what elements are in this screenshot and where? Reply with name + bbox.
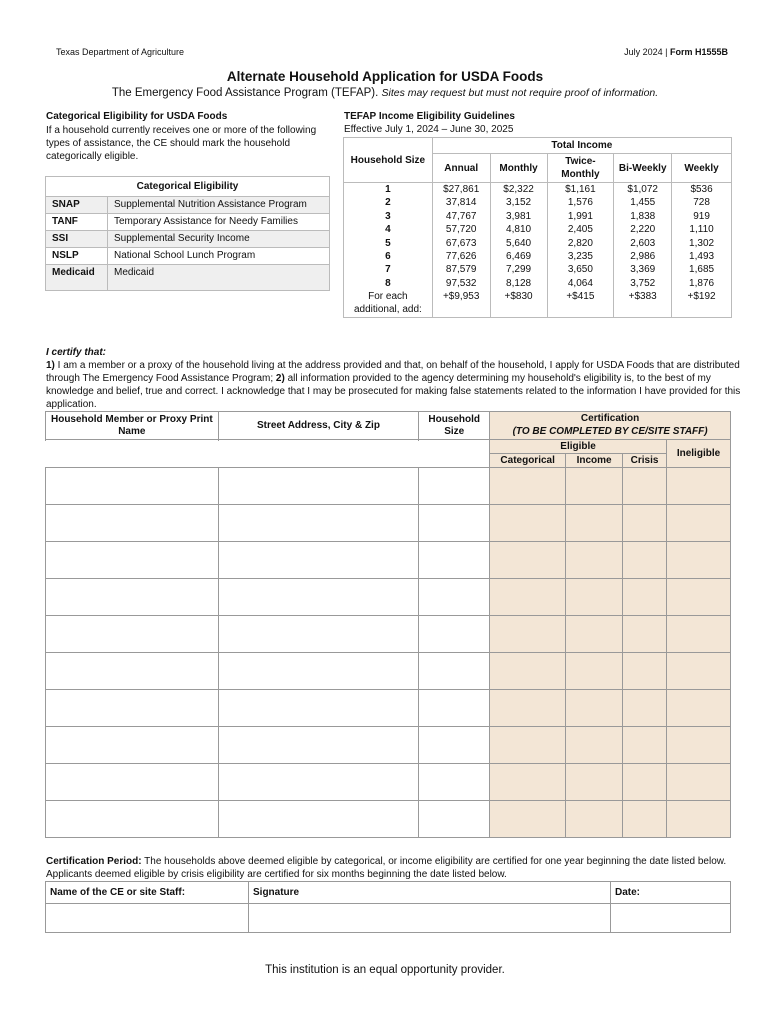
table-row — [46, 468, 731, 505]
col-member-name: Household Member or Proxy Print Name — [46, 412, 219, 440]
address-field[interactable] — [218, 727, 419, 764]
categorical-heading: Categorical Eligibility for USDA Foods — [46, 111, 228, 122]
form-number: Form H1555B — [669, 47, 728, 57]
crisis-field[interactable] — [623, 579, 667, 616]
income-field[interactable] — [566, 505, 623, 542]
member-name-field[interactable] — [46, 653, 219, 690]
annual-values: $27,861 37,814 47,767 57,720 67,673 77,626 87,579 97,532 +$9,953 — [432, 183, 490, 318]
member-name-field[interactable] — [46, 468, 219, 505]
monthly-values: $2,322 3,152 3,981 4,810 5,640 6,469 7,299 8,128 +$830 — [490, 183, 547, 318]
crisis-field[interactable] — [623, 764, 667, 801]
table-row — [46, 505, 731, 542]
member-name-field[interactable] — [46, 542, 219, 579]
date-field[interactable] — [611, 904, 731, 933]
date-label: Date: — [611, 882, 731, 904]
certify-heading: I certify that: — [46, 347, 107, 358]
twice-monthly-values: $1,161 1,576 1,991 2,405 2,820 3,235 3,650 4,064 +$415 — [547, 183, 614, 318]
member-name-field[interactable] — [46, 764, 219, 801]
categorical-field[interactable] — [490, 542, 566, 579]
crisis-field[interactable] — [623, 727, 667, 764]
categorical-table — [45, 176, 330, 291]
table-row — [46, 616, 731, 653]
program-description: Medicaid — [108, 265, 330, 291]
income-field[interactable] — [566, 468, 623, 505]
ineligible-field[interactable] — [667, 579, 731, 616]
address-field[interactable] — [218, 616, 419, 653]
categorical-field[interactable] — [490, 468, 566, 505]
address-field[interactable] — [218, 690, 419, 727]
bi-weekly-values: $1,072 1,455 1,838 2,220 2,603 2,986 3,369 3,752 +$383 — [614, 183, 672, 318]
program-code: NSLP — [46, 248, 108, 265]
table-row — [46, 801, 731, 838]
categorical-field[interactable] — [490, 764, 566, 801]
agency-name: Texas Department of Agriculture — [56, 47, 185, 57]
equal-opportunity-statement: This institution is an equal opportunity provider. — [265, 964, 505, 976]
crisis-field[interactable] — [623, 505, 667, 542]
table-row — [46, 265, 330, 291]
crisis-field[interactable] — [623, 468, 667, 505]
staff-name-field[interactable] — [46, 904, 249, 933]
address-field[interactable] — [218, 764, 419, 801]
income-field[interactable] — [566, 542, 623, 579]
table-row — [46, 231, 330, 248]
address-field[interactable] — [218, 468, 419, 505]
member-name-field[interactable] — [46, 579, 219, 616]
member-name-field[interactable] — [46, 727, 219, 764]
certification-header: Certification — [490, 412, 731, 426]
household-size-values: 1 2 3 4 5 6 7 8 For each additional, add: — [344, 183, 433, 318]
signature-label: Signature — [249, 882, 611, 904]
col-twice-monthly: Twice-Monthly — [547, 154, 614, 183]
table-row — [46, 542, 731, 579]
income-field[interactable] — [566, 616, 623, 653]
col-total-income: Total Income — [432, 138, 731, 154]
crisis-field[interactable] — [623, 616, 667, 653]
income-table — [343, 137, 732, 318]
certification-period-text: Certification Period: The households above deemed eligible by categorical, or income eligibility are certified for one year beginning the date listed below. Applicants deemed eligible by crisis eligibility are certified for six months beginning the date listed below. — [46, 856, 727, 880]
ineligible-field[interactable] — [667, 505, 731, 542]
categorical-header: Categorical — [490, 454, 566, 468]
table-row — [46, 653, 731, 690]
page-subtitle — [0, 87, 770, 99]
program-description: Supplemental Nutrition Assistance Program — [108, 197, 330, 214]
application-table — [45, 411, 731, 838]
ineligible-field[interactable] — [667, 653, 731, 690]
program-code: SNAP — [46, 197, 108, 214]
household-size-field[interactable] — [419, 579, 490, 616]
categorical-field[interactable] — [490, 690, 566, 727]
table-row — [46, 248, 330, 265]
col-address: Street Address, City & Zip — [218, 412, 419, 440]
table-row — [46, 727, 731, 764]
income-header: Income — [566, 454, 623, 468]
income-field[interactable] — [566, 690, 623, 727]
table-row — [46, 579, 731, 616]
program-description: Temporary Assistance for Needy Families — [108, 214, 330, 231]
program-code: SSI — [46, 231, 108, 248]
member-name-field[interactable] — [46, 801, 219, 838]
ineligible-field[interactable] — [667, 690, 731, 727]
ineligible-field[interactable] — [667, 727, 731, 764]
col-bi-weekly: Bi-Weekly — [614, 154, 672, 183]
ineligible-field[interactable] — [667, 468, 731, 505]
form-date: July 2024 | — [624, 47, 670, 57]
ineligible-field[interactable] — [667, 542, 731, 579]
proof-note: Sites may request but must not require proof of information. — [381, 87, 659, 99]
income-field[interactable] — [566, 727, 623, 764]
member-name-field[interactable] — [46, 690, 219, 727]
col-annual: Annual — [432, 154, 490, 183]
crisis-field[interactable] — [623, 542, 667, 579]
income-field[interactable] — [566, 764, 623, 801]
address-field[interactable] — [218, 579, 419, 616]
household-size-field[interactable] — [419, 616, 490, 653]
categorical-field[interactable] — [490, 616, 566, 653]
ineligible-field[interactable] — [667, 801, 731, 838]
col-household-size: Household Size — [419, 412, 490, 440]
eligible-header: Eligible — [490, 440, 667, 454]
address-field[interactable] — [218, 653, 419, 690]
col-weekly: Weekly — [672, 154, 732, 183]
signature-field[interactable] — [249, 904, 611, 933]
household-size-field[interactable] — [419, 801, 490, 838]
categorical-table-header: Categorical Eligibility — [46, 177, 330, 197]
address-field[interactable] — [218, 542, 419, 579]
certify-text: 1) I am a member or a proxy of the household living at the address provided and that, on behalf of the household, I apply for USDA Foods that are distributed through The Emergency Food Assistance Program; 2) all information provided to the agency determining my household's eligibility is, to the best of my knowledge and belief, true and correct. I acknowledge that I may be prosecuted for making false statements related to the information I have provided for this application. — [46, 360, 741, 410]
ineligible-field[interactable] — [667, 764, 731, 801]
categorical-field[interactable] — [490, 505, 566, 542]
table-row — [46, 764, 731, 801]
household-size-field[interactable] — [419, 653, 490, 690]
crisis-field[interactable] — [623, 690, 667, 727]
categorical-field[interactable] — [490, 801, 566, 838]
additional-label: For each additional, add: — [353, 291, 422, 316]
program-code: TANF — [46, 214, 108, 231]
income-field[interactable] — [566, 579, 623, 616]
staff-only-note: (TO BE COMPLETED BY CE/SITE STAFF) — [490, 426, 731, 440]
income-heading: TEFAP Income Eligibility Guidelines — [344, 111, 515, 122]
crisis-field[interactable] — [623, 653, 667, 690]
categorical-text: If a household currently receives one or more of the following types of assistance, the CE should mark the household categorically eligible. — [46, 125, 317, 162]
col-monthly: Monthly — [490, 154, 547, 183]
address-field[interactable] — [218, 505, 419, 542]
weekly-values: $536 728 919 1,110 1,302 1,493 1,685 1,876 +$192 — [672, 183, 732, 318]
program-name: The Emergency Food Assistance Program (TEFAP). — [111, 87, 379, 99]
member-name-field[interactable] — [46, 505, 219, 542]
ineligible-header: Ineligible — [667, 440, 731, 468]
page-title: Alternate Household Application for USDA Foods — [226, 69, 544, 84]
address-field[interactable] — [218, 801, 419, 838]
staff-name-label: Name of the CE or site Staff: — [46, 882, 249, 904]
form-id — [624, 47, 728, 57]
member-name-field[interactable] — [46, 616, 219, 653]
program-description: Supplemental Security Income — [108, 231, 330, 248]
ineligible-field[interactable] — [667, 616, 731, 653]
crisis-field[interactable] — [623, 801, 667, 838]
household-size-field[interactable] — [419, 542, 490, 579]
table-row — [46, 197, 330, 214]
crisis-header: Crisis — [623, 454, 667, 468]
income-effective-dates: Effective July 1, 2024 – June 30, 2025 — [344, 124, 514, 135]
program-description: National School Lunch Program — [108, 248, 330, 265]
signature-table — [45, 881, 731, 933]
household-size-field[interactable] — [419, 505, 490, 542]
table-row — [46, 690, 731, 727]
col-household-size: Household Size — [344, 138, 433, 183]
income-field[interactable] — [566, 801, 623, 838]
program-code: Medicaid — [46, 265, 108, 291]
household-size-field[interactable] — [419, 727, 490, 764]
household-size-field[interactable] — [419, 468, 490, 505]
categorical-field[interactable] — [490, 727, 566, 764]
household-size-field[interactable] — [419, 764, 490, 801]
income-field[interactable] — [566, 653, 623, 690]
table-row — [46, 214, 330, 231]
household-size-field[interactable] — [419, 690, 490, 727]
categorical-field[interactable] — [490, 579, 566, 616]
categorical-field[interactable] — [490, 653, 566, 690]
